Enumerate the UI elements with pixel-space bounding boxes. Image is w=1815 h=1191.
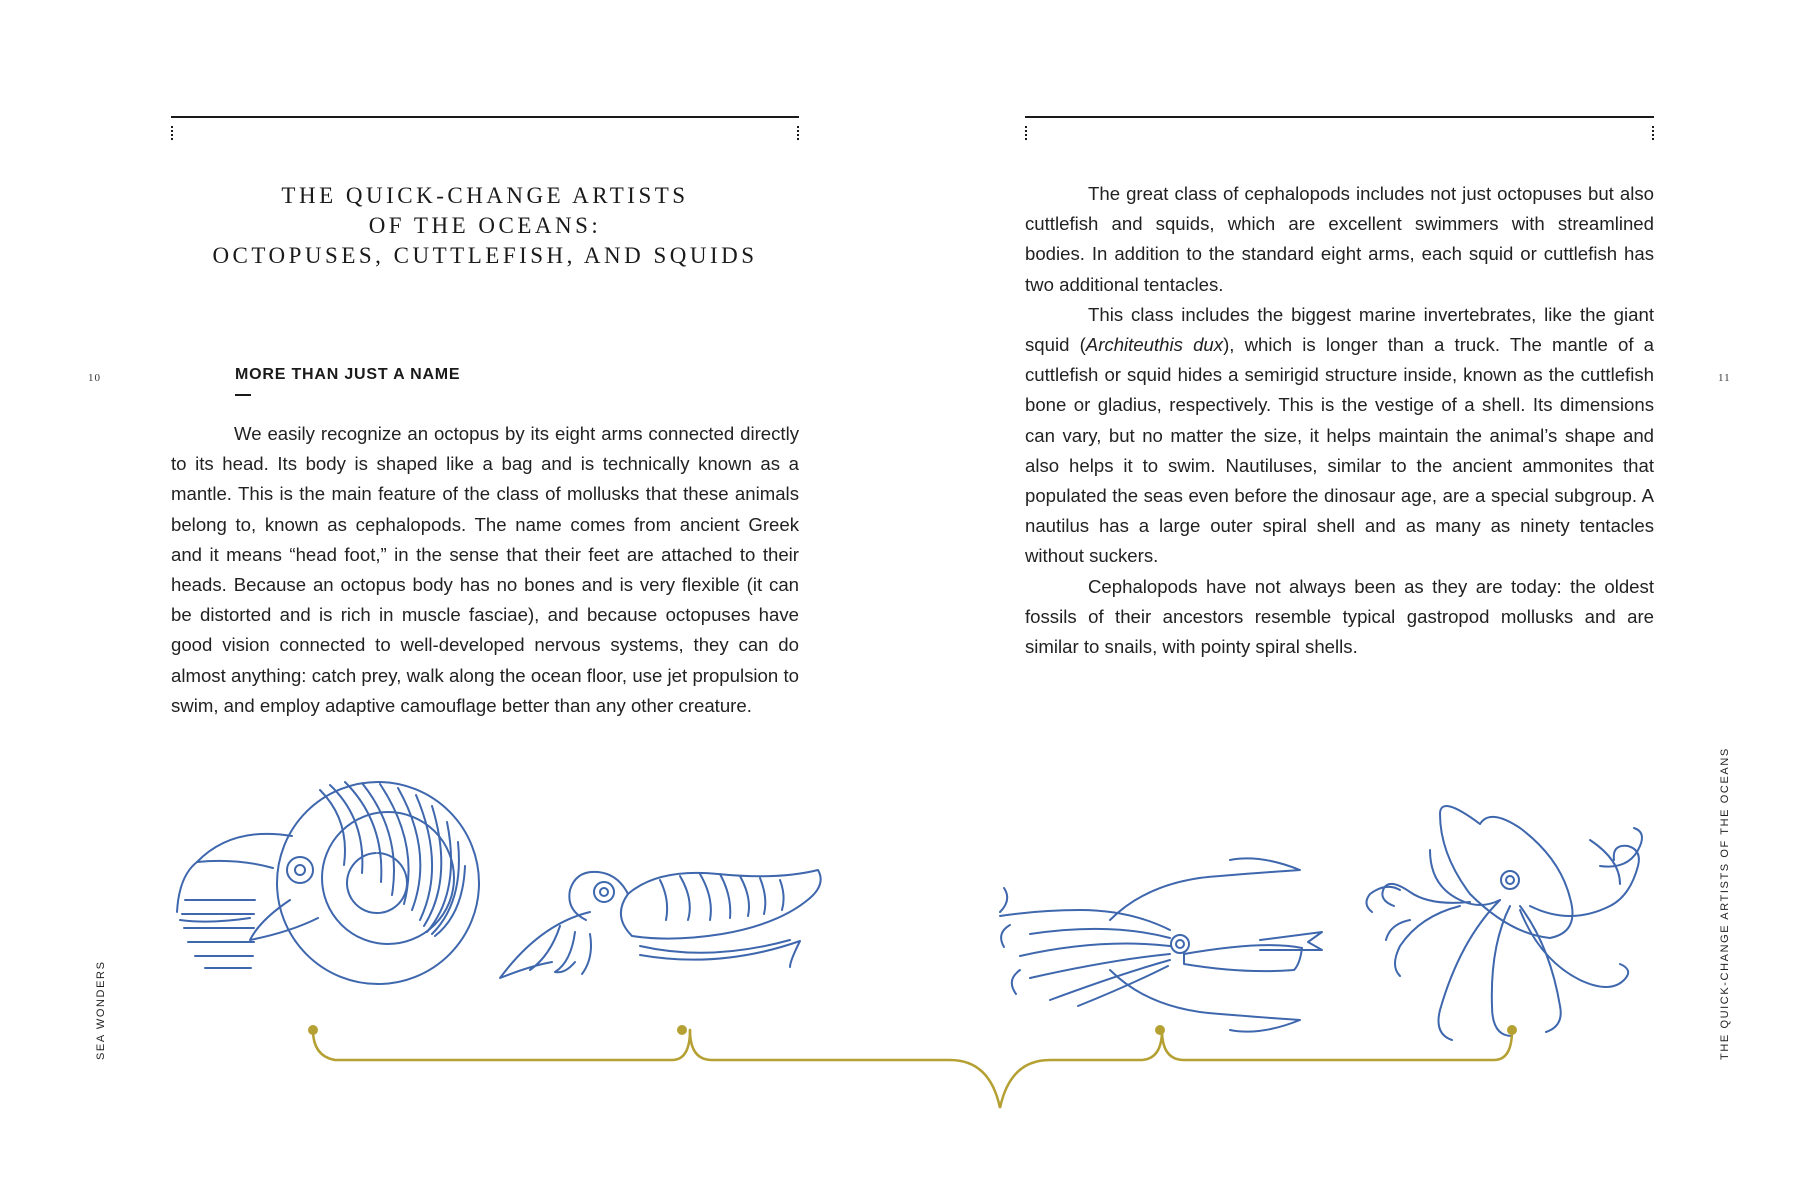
right-running-head: THE QUICK-CHANGE ARTISTS OF THE OCEANS bbox=[1719, 747, 1731, 1060]
bracket-dot-cuttlefish bbox=[677, 1025, 687, 1035]
right-paragraph-3: Cephalopods have not always been as they are today: the oldest fossils of their ancestors resemble typical gastropod mollusks and are similar to snails, with pointy spiral shells. bbox=[1025, 575, 1654, 658]
squid-illustration bbox=[1000, 858, 1322, 1031]
right-paragraph-2-before: This class includes the biggest marine invertebrates, like the giant squid ( bbox=[1025, 303, 1654, 356]
octopus-illustration bbox=[1366, 806, 1642, 1040]
right-paragraph-1: The great class of cephalopods includes not just octopuses but also cuttlefish and squids, which are excellent swimmers with streamlined bodies. In addition to the standard eight arms, each squid or cuttlefish has two additional tentacles. bbox=[1025, 183, 1654, 295]
bracket-dot-octopus bbox=[1507, 1025, 1517, 1035]
cuttlefish-illustration bbox=[500, 870, 821, 978]
right-folio: 11 bbox=[1718, 372, 1731, 384]
bracket-dots bbox=[308, 1025, 1517, 1035]
right-paragraph-2-after: ), which is longer than a truck. The mantle of a cuttlefish or squid hides a semirigid structure inside, known as the cuttlefish bone or gladius, respectively. This is the vestige of a shell. Its dimensions can vary, but no matter the size, it helps maintain the animal’s shape and also helps it to swim. Nautiluses, similar to the ancient ammonites that populated the seas even before the dinosaur age, are a special subgroup. A nautilus has a large outer spiral shell and as many as ninety tentacles without suckers. bbox=[1025, 334, 1654, 567]
nautilus-illustration bbox=[177, 782, 479, 984]
left-running-head: SEA WONDERS bbox=[95, 960, 107, 1060]
gold-bracket bbox=[313, 1030, 1512, 1108]
left-folio: 10 bbox=[88, 372, 101, 384]
section-heading: MORE THAN JUST A NAME bbox=[235, 366, 461, 383]
bracket-dot-squid bbox=[1155, 1025, 1165, 1035]
left-paragraph-1: We easily recognize an octopus by its eight arms connected directly to its head. Its body is shaped like a bag and is technically known as a mantle. This is the main feature of the class of mollusks that these animals belong to, known as cephalopods. The name comes from ancient Greek and it means “head foot,” in the sense that their feet are attached to their heads. Because an octopus body has no bones and is very flexible (it can be distorted and is rich in muscle fasciae), and because octopuses have good vision connected to well-developed nervous systems, they can do almost anything: catch prey, walk along the ocean floor, use jet propulsion to swim, and employ adaptive camouflage better than any other creature. bbox=[171, 423, 799, 716]
species-name-italic: Architeuthis dux bbox=[1085, 334, 1224, 356]
chapter-title-line-1: THE QUICK-CHANGE ARTISTS bbox=[281, 183, 689, 208]
chapter-title-line-2: OF THE OCEANS: bbox=[368, 213, 602, 238]
chapter-title-line-3: OCTOPUSES, CUTTLEFISH, AND SQUIDS bbox=[212, 243, 758, 268]
bracket-dot-nautilus bbox=[308, 1025, 318, 1035]
